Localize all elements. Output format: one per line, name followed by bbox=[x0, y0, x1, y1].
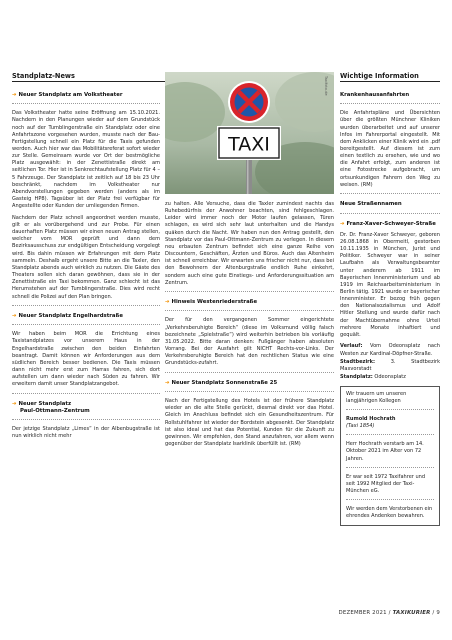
dotted-divider bbox=[165, 372, 334, 373]
heading-sonnenstrasse: ➔ Neuer Standplatz Sonnenstraße 25 bbox=[165, 379, 278, 386]
dotted-divider bbox=[165, 291, 334, 292]
obituary-taxi-number: (Taxi 1854) bbox=[346, 423, 375, 430]
page-footer bbox=[339, 610, 440, 616]
column-1 bbox=[12, 92, 160, 445]
obituary-intro: Wir trauern um unseren langjährigen Kollegen bbox=[346, 390, 407, 404]
dotted-divider bbox=[12, 419, 160, 420]
schweyer-standplatz: Standplatz: Odeonsplatz bbox=[340, 374, 406, 381]
schweyer-paragraph: Dr. Dr. Franz-Xaver Schweyer, geboren 26.08.1868 in Obermeitl, gestorben 10.11.1935 in München, Jurist und Politiker. Schweyer war in seiner Laufbahn als Verwaltungsbeamter unter anderem ab 1911 im Bayerischen Innenministerium und ab 1919 im Reichsarbeitsministerium in Berlin tätig. 1921 wurde er bayerischer Innenminister. Er bezog früh gegen den Nationalsozialismus und Adolf Hitler Stellung und wurde dafür nach der Machtübernahme ohne Urteil mehrere Monate inhaftiert und gequält. bbox=[340, 231, 440, 338]
heading-krankenhaus: Krankenhausanfahrten bbox=[340, 92, 410, 98]
paul-ottmann-paragraph-end: zu halten. Alle Versuche, dass die Taxler zumindest nachts das Ruhebedürfnis der Anwohner beachten, sind fehlgeschlagen. Leider wird immer noch der Motor laufen gelassen, Türen schlagen, es wird sich sehr laut unterhalten und die Handys quäken durch die Nacht. Wir haben nun den Antrag gestellt, den Standplatz vor das Paul-Ottmann-Zentrum zu verlegen. In diesem neu erbauten Zentrum befindet sich eine ganze Reihe von Discountern, Geschäften, Ärzten und Büros. Auch das Altenheim ist schnell erreichbar. Wir erwarten uns frischer nicht nur, dass bei den Bewohnern der Altenburgstraße endlich Ruhe einkehrt, sondern auch eine gute Einstiegs- und Anforderungssituation am Zentrum. bbox=[165, 201, 334, 286]
heading-westenrieder: ➔ Hinweis Westenriederstraße bbox=[165, 299, 258, 306]
footer-separator: / bbox=[386, 610, 393, 616]
dotted-divider bbox=[346, 499, 434, 500]
photo-credit: Taxifoto.de bbox=[324, 76, 328, 96]
dotted-divider bbox=[346, 467, 434, 468]
obituary-box bbox=[340, 386, 440, 526]
dotted-divider bbox=[12, 103, 160, 104]
dotted-divider bbox=[340, 193, 440, 194]
dotted-divider bbox=[346, 409, 434, 410]
section-title-standplatz-news: Standplatz-News bbox=[12, 72, 75, 80]
dotted-divider bbox=[340, 103, 440, 104]
footer-page-number: 9 bbox=[436, 610, 440, 616]
volkstheater-paragraph-2: Nachdem der Platz schnell angeordnet werden musste, gilt er als vorübergehend und zur Probe. Für einen dauerhaften Platz müssen wir einen neuen Antrag stellen, welcher vom MOR geprüft und dann dem Bezirksausschuss zur endgültigen Entscheidung vorgelegt wird. Bis dahin müssen wir Erfahrungen mit dem Platz sammeln. Deshalb ergeht unsere Bitte an die Taxler, den Standplatz abends auch wirklich zu nutzen. Die Gäste des Theaters sollen sich daran gewöhnen, dass sie in der Zenettistraße ein Taxi bekommen. Ganz schlecht ist das Herumstehen auf der Tumblingerstraße. Dies wird recht schnell die Polizei auf den Plan bringen. bbox=[12, 214, 160, 300]
column-3 bbox=[340, 92, 440, 526]
arrow-right-icon: ➔ bbox=[12, 92, 17, 98]
arrow-right-icon: ➔ bbox=[12, 313, 17, 320]
taxi-sign-illustration bbox=[165, 72, 334, 194]
schweyer-verlauf: Verlauf: Vom Odeonsplatz nach Westen zur Kardinal-Döpfner-Straße. bbox=[340, 343, 440, 357]
dotted-divider bbox=[12, 324, 160, 325]
dotted-divider bbox=[165, 310, 334, 311]
arrow-right-icon: ➔ bbox=[340, 220, 345, 227]
schweyer-stadtbezirk: Stadtbezirk: 3. Stadtbezirk Maxvorstadt bbox=[340, 358, 440, 372]
taxi-sign-text: TAXI bbox=[228, 133, 270, 156]
dotted-divider bbox=[346, 434, 434, 435]
engelhard-paragraph: Wir haben beim MOR die Errichtung eines Taxistandplatzes vor unserem Haus in der Engelhardstraße zwischen den beiden Einfahrten beantragt. Damit können wir Anforderungen aus dem südlichen Bereich besser bedienen. Die Taxis müssen dann nicht mehr erst zum Harras fahren, sich dort aufstellen um dann wieder nach Süden zu fahren. Wir erweitern damit unser Standplatzangebot. bbox=[12, 331, 160, 388]
obituary-paragraph-3: Wir werden dem Verstorbenen ein ehrendes Andenken bewahren. bbox=[346, 506, 433, 520]
dotted-divider bbox=[165, 391, 334, 392]
dotted-divider bbox=[340, 213, 440, 214]
krankenhaus-paragraph: Die Anfahrtspläne und Übersichten über die größten Münchner Kliniken wurden überarbeitet und auf unserer Infos im Fahrerportal eingestellt. Mit dem Anklicken einer Klinik wird ein .pdf bereitgestellt. Auf diesem ist zum einen textlich zu ersehen, wie und wo die Anfahrt erfolgt, zum anderen ist eine Fotostrecke aufgebracht, um ortsunkundigen Fahrern den Weg zu weisen. (RM) bbox=[340, 110, 440, 188]
obituary-paragraph-1: Herr Hochrath verstarb am 14. Oktober 2021 im Alter von 72 Jahren. bbox=[346, 441, 424, 462]
dotted-divider bbox=[12, 393, 160, 394]
volkstheater-paragraph-1: Das Volkstheater hatte seine Eröffnung am 15.10.2021. Nachdem in den Planungen wieder auf dem Grundstück noch auf der Tumblingerstraße ein Standplatz oder eine Anfahrtszone vorgesehen wurden, musste nach der Bau-Fertigstellung schnell ein Platz für die Taxis gefunden werden. Auch hier war das Mobilitätsreferat sofort wieder zur Stelle. Gemeinsam wurde vor Ort der bestmögliche Platz ausgewählt: in der Zenettistraße direkt am seitlichen Tor. Hier ist in Senkrechtaufstellung Platz für 4 – 5 Fahrzeuge. Der Standplatz ist zeitlich auf 18 bis 23 Uhr beschränkt, nachdem im Volkstheater nur Abendvorstellungen gegeben werden (anders als im Gasteig HP8). Tagsüber ist der Platz frei verfügbar für Angestellte oder Kunden der umliegenden Firmen. bbox=[12, 110, 160, 210]
column-2 bbox=[165, 201, 334, 453]
westenrieder-paragraph: Der für den vergangenen Sommer eingerichtete „Verkehrsberuhigte Bereich“ (diese im Volksmund völlig falsch bezeichnete „Spielstraße“) wird weiterhin betrieben bis vorläufig 31.05.2022. Bitte daran denken: Fußgänger haben absoluten Vorrang. Bei der Ausfahrt gilt NICHT Rechts-vor-Links. Der Verkehrsberuhigte Bereich hat den rechtlichen Status wie eine Grundstücks-zufahrt. bbox=[165, 317, 334, 367]
heading-strassennamen: Neue Straßennamen bbox=[340, 201, 402, 208]
section-rule-right bbox=[340, 81, 440, 82]
obituary-name: Rumold Hochrath bbox=[346, 415, 396, 422]
heading-schweyer: ➔ Franz-Xaver-Schweyer-Straße bbox=[340, 220, 436, 227]
dotted-divider bbox=[12, 305, 160, 306]
paul-ottmann-paragraph-start: Der jetzige Standplatz „Limes“ in der Albenbugstraße ist nun wirklich nicht mehr bbox=[12, 426, 160, 440]
heading-engelhard: ➔ Neuer Standplatz Engelhardstraße bbox=[12, 313, 123, 320]
taxi-sign-photo bbox=[165, 72, 334, 194]
heading-volkstheater: ➔ Neuer Standplatz am Volkstheater bbox=[12, 92, 123, 98]
obituary-paragraph-2: Er war seit 1972 Taxifahrer und seit 1992 Mitglied der Taxi-München eG. bbox=[346, 473, 426, 495]
section-title-wichtige-information: Wichtige Information bbox=[340, 72, 419, 80]
footer-date: DEZEMBER 2021 bbox=[338, 610, 387, 616]
sonnenstrasse-paragraph: Nach der Fertigstellung des Hotels ist der frühere Standplatz wieder an die alte Stelle gerückt, diesmal direkt vor das Hotel. Gleich im Anschluss befindet sich ein Gesundheitszentrum. Für Rollstuhlfahrer ist wieder der Bordstein abgesenkt. Der Standplatz ist also ideal und hat das Potential, Kunden für die Zukunft zu gewinnen. Wir empfehlen, den Stand anzufahren, vor allem wenn gegenüber der Standplatz Isarklinik überfüllt ist. (RM) bbox=[165, 398, 334, 448]
arrow-right-icon: ➔ bbox=[165, 379, 170, 386]
footer-brand: TAXIKURIER bbox=[392, 610, 431, 616]
arrow-right-icon: ➔ bbox=[12, 400, 17, 407]
footer-page-separator: / bbox=[430, 610, 437, 616]
arrow-right-icon: ➔ bbox=[165, 299, 170, 306]
heading-paul-ottmann: ➔ Neuer Standplatz Paul-Ottmann-Zentrum bbox=[12, 400, 90, 415]
